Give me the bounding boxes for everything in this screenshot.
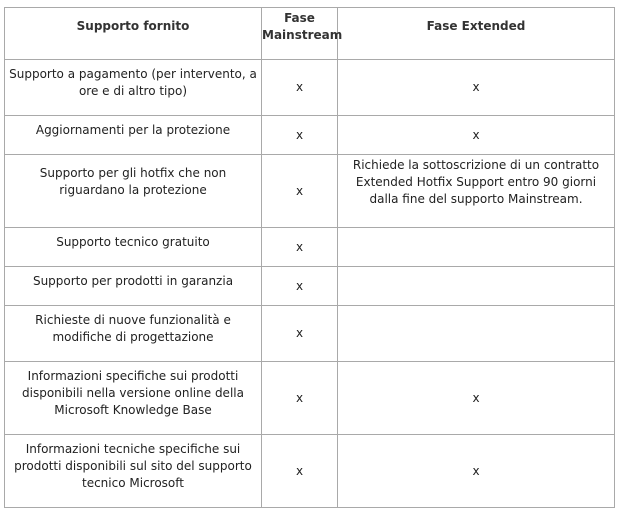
support-cell: Richieste di nuove funzionalità e modifiche di progettazione (5, 306, 262, 362)
mainstream-cell: x (262, 60, 338, 116)
support-phases-table (4, 7, 615, 508)
extended-cell: Richiede la sottoscrizione di un contratto Extended Hotfix Support entro 90 giorni dalla fine del supporto Mainstream. (338, 155, 615, 228)
support-phases-table-container (4, 7, 614, 508)
mainstream-cell: x (262, 435, 338, 508)
extended-cell (338, 306, 615, 362)
support-cell: Supporto a pagamento (per intervento, a ore e di altro tipo) (5, 60, 262, 116)
table-header-row (5, 8, 615, 60)
extended-cell: x (338, 362, 615, 435)
extended-cell (338, 267, 615, 306)
support-cell: Informazioni tecniche specifiche sui prodotti disponibili sul sito del supporto tecnico Microsoft (5, 435, 262, 508)
header-supporto-fornito: Supporto fornito (5, 8, 262, 60)
mainstream-cell: x (262, 116, 338, 155)
mainstream-cell: x (262, 267, 338, 306)
header-fase-extended: Fase Extended (338, 8, 615, 60)
table-row (5, 60, 615, 116)
table-row (5, 267, 615, 306)
table-row (5, 306, 615, 362)
table-row (5, 116, 615, 155)
support-cell: Informazioni specifiche sui prodotti disponibili nella versione online della Microsoft Knowledge Base (5, 362, 262, 435)
mainstream-cell: x (262, 362, 338, 435)
support-cell: Supporto tecnico gratuito (5, 228, 262, 267)
extended-cell: x (338, 60, 615, 116)
table-row (5, 155, 615, 228)
extended-cell: x (338, 435, 615, 508)
support-cell: Aggiornamenti per la protezione (5, 116, 262, 155)
support-cell: Supporto per prodotti in garanzia (5, 267, 262, 306)
mainstream-cell: x (262, 155, 338, 228)
support-cell: Supporto per gli hotfix che non riguardano la protezione (5, 155, 262, 228)
extended-cell: x (338, 116, 615, 155)
header-fase-mainstream: Fase Mainstream (262, 8, 338, 60)
table-row (5, 435, 615, 508)
table-row (5, 362, 615, 435)
mainstream-cell: x (262, 228, 338, 267)
mainstream-cell: x (262, 306, 338, 362)
extended-cell (338, 228, 615, 267)
table-row (5, 228, 615, 267)
